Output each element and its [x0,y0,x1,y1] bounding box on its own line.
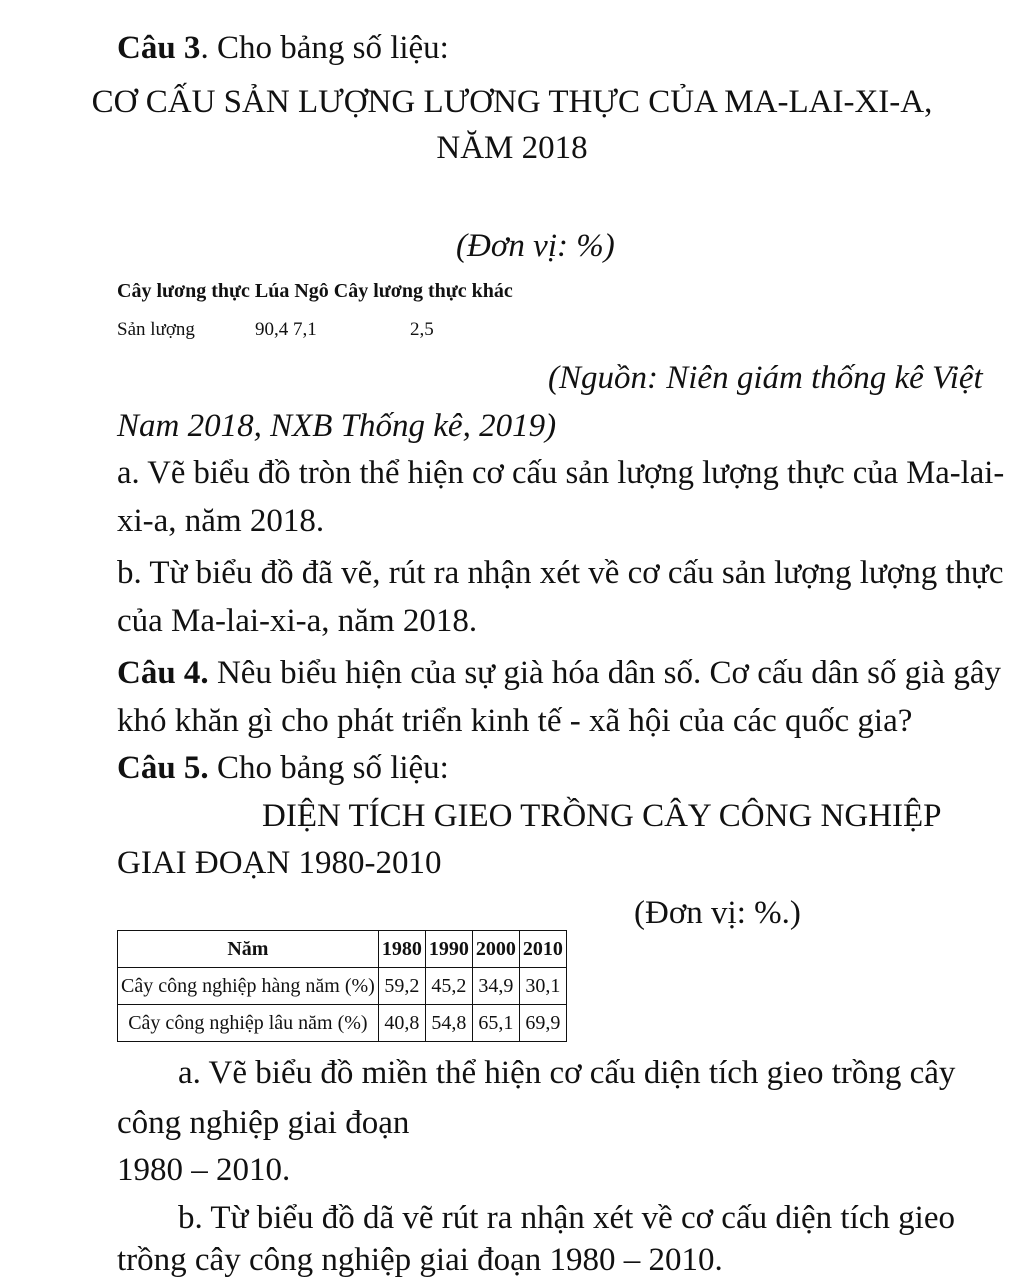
table-header-cell: 2000 [472,931,519,968]
table-cell: 30,1 [519,968,566,1005]
q3-row-label: Sản lượng [117,319,195,340]
table-row [118,1005,567,1042]
table-header-cell: 1980 [378,931,425,968]
q3-a-line2: xi-a, năm 2018. [117,503,325,539]
table-row [118,968,567,1005]
q4-heading-label: Câu 4. [117,655,209,691]
table-cell: 34,9 [472,968,519,1005]
q5-title-line2: GIAI ĐOẠN 1980-2010 [117,845,442,881]
q3-b-line2: của Ma-lai-xi-a, năm 2018. [117,603,478,639]
table-cell: 69,9 [519,1005,566,1042]
table-cell: 65,1 [472,1005,519,1042]
q5-a-line1-wrap [178,1055,956,1091]
q3-unit: (Đơn vị: %) [456,228,615,264]
q4-line1-text: Nêu biểu hiện của sự già hóa dân số. Cơ cấu dân số già gây [208,655,1001,691]
q5-data-table [117,930,567,1042]
q4-line2: khó khăn gì cho phát triển kinh tế - xã hội của các quốc gia? [117,703,913,739]
q3-heading-label: Câu 3 [117,30,201,66]
q5-title-line1: DIỆN TÍCH GIEO TRỒNG CÂY CÔNG NGHIỆP [262,798,942,834]
q3-source-line1: (Nguồn: Niên giám thống kê Việt [548,360,983,396]
q3-heading-text: . Cho bảng số liệu: [200,30,449,66]
q3-b-line1: b. Từ biểu đồ đã vẽ, rút ra nhận xét về cơ cấu sản lượng lượng thực [117,555,1004,591]
q5-unit: (Đơn vị: %.) [634,895,801,931]
table-cell: 45,2 [425,968,472,1005]
table-header-cell: 2010 [519,931,566,968]
q3-source-line2: Nam 2018, NXB Thống kê, 2019) [117,408,557,444]
q3-table-header: Cây lương thực Lúa Ngô Cây lương thực khác [117,280,513,302]
q5-a-line1: a. Vẽ biểu đồ miền thể hiện cơ cấu diện tích gieo trồng cây [178,1055,956,1091]
q5-b-line1-wrap [178,1200,955,1236]
table-cell: 54,8 [425,1005,472,1042]
q5-a-line3: 1980 – 2010. [117,1152,291,1188]
q3-row-other-value: 2,5 [410,319,434,340]
q5-b-line1: b. Từ biểu đồ dã vẽ rút ra nhận xét về cơ cấu diện tích gieo [178,1200,955,1236]
q3-a-line1: a. Vẽ biểu đồ tròn thể hiện cơ cấu sản lượng lượng thực của Ma-lai- [117,455,1005,491]
q5-heading [117,750,449,786]
q3-row-values: 90,4 7,1 [255,319,317,340]
table-header-row [118,931,567,968]
table-cell: Cây công nghiệp hàng năm (%) [118,968,379,1005]
q3-title-line2: NĂM 2018 [436,130,588,166]
q3-title-line1: CƠ CẤU SẢN LƯỢNG LƯƠNG THỰC CỦA MA-LAI-XI-A, [91,84,933,120]
table-cell: 59,2 [378,968,425,1005]
table-cell: Cây công nghiệp lâu năm (%) [118,1005,379,1042]
table-header-cell: 1990 [425,931,472,968]
table-header-cell: Năm [118,931,379,968]
table-cell: 40,8 [378,1005,425,1042]
q5-a-line2: công nghiệp giai đoạn [117,1105,410,1141]
q5-heading-label: Câu 5. [117,750,209,786]
q5-heading-text: Cho bảng số liệu: [208,750,449,786]
q4-line1 [117,655,1001,691]
q3-heading [117,30,449,66]
q5-b-line2: trồng cây công nghiệp giai đoạn 1980 – 2010. [117,1242,723,1278]
